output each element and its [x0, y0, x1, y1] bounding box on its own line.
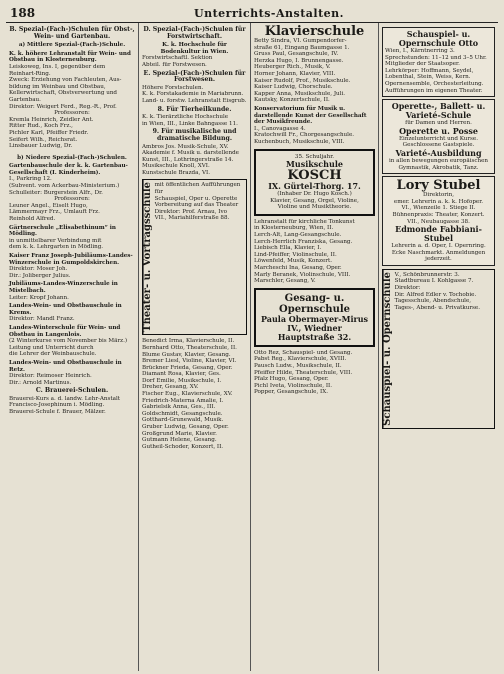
text-line: in allen bewegungen europäischen [389, 157, 488, 164]
text-line: Schauspiel, Oper u. Operette [154, 195, 238, 202]
text-line: Violine und Musiktheorie. [277, 204, 352, 211]
section-heading-e: E. Spezial-(Fach-)Schulen für Forstwesen. [143, 69, 246, 84]
stubel-name: Lory Stubel [396, 178, 481, 194]
school-2-text [9, 176, 135, 222]
text-line: (Subvent. vom Ackerbau-Ministerium.) [9, 183, 120, 190]
text-line: Vorbereitung auf das Theater [154, 202, 239, 209]
text-line: I., Canovagasse 4. [254, 125, 306, 132]
text-line: Kunstschule Brazda, VI. [142, 169, 211, 176]
theater-school-title: Theater- u. Vortragsschule [142, 182, 153, 333]
page-title: Unterrichts-Anstalten. [194, 7, 344, 20]
list-item: Bernhard Otto, Theaterschule, II. [142, 344, 237, 351]
text-line: Geschlossene Gastspiele. [402, 142, 475, 149]
school-1-title: K. k. höhere Lehranstalt für Wein- und Obstbau in Klosterneuburg. [9, 50, 131, 64]
text-line: Tagesschule, Abendschule, [394, 298, 472, 305]
text-line: Brauerei-Kurs a. d. landw. Lehr-Anstalt [9, 395, 121, 402]
text-line: Musikschule Knoll, XVI. [142, 163, 210, 170]
column-4 [378, 23, 498, 671]
list-item: Pfalz Hugo, Gesang, Oper. [254, 376, 329, 383]
text-line: Gartenbau. [9, 96, 41, 103]
text-line: Abteil. für Forstwesen. [142, 61, 207, 68]
subsection-a-title: a) Mittlere Spezial-(Fach-)Schule. [18, 42, 126, 49]
text-line: Klavier, Gesang, Orgel, Violine, [270, 197, 359, 204]
list-item: Gruber Ludwig, Gesang, Oper. [142, 424, 229, 431]
page-header [6, 4, 498, 23]
text-line: (2 Winterkurse vom November bis März.) [9, 338, 128, 345]
list-item: Pausch Ludw., Musikschule, II. [254, 363, 342, 369]
text-line: Dir. Alfred Edler v. Tochobie. [394, 291, 477, 298]
text-line: Direktor: Weigert Ferd., Reg.-R., Prof. [9, 103, 117, 110]
page-number: 188 [10, 6, 36, 20]
text-line: Opernensemble, Orchesterleitung. [385, 80, 484, 87]
section-heading-c: C. Brauerei-Schulen. [35, 387, 109, 395]
schauspiel-opera-ad [382, 269, 495, 429]
school-6-title: Landes-Wein- und Obstbauschule in Krems. [9, 303, 122, 316]
text-line: emer. Lehrerin a. k. k. Hofoper. [393, 198, 484, 205]
school-3-title: Gärtnerschule „Elisabethinum“ in Mödling. [9, 224, 116, 238]
edmonde-name: Edmonde Fabbiani-Stubel [395, 224, 482, 244]
text-line: dem k. k. Lehrgarten in Mödling. [9, 244, 104, 251]
text-line: V., Schönbrunnerstr. 3. [394, 271, 460, 278]
school-8-title: Landes-Wein- und Obstbauschule in Retz. [9, 359, 122, 373]
text-line: in Wien, III., Linke Bahngasse 11. [142, 120, 238, 127]
subsection-title: K. k. Hochschule für Bodenkultur in Wien. [160, 42, 229, 55]
list-item: Benedict Irma, Klavierschule, II. [142, 338, 235, 345]
text-line: Mitglieder der Staatsoper. [385, 61, 460, 68]
section-heading-d: D. Spezial-(Fach-)Schulen für Forstwirtschaft. [143, 26, 246, 40]
text-line: in unmittelbarer Verbindung mit [9, 237, 102, 244]
kosch-sub: Musikschule [286, 159, 343, 170]
text-line: Kunst, III., Lothringerstraße 14. [142, 156, 234, 163]
list-item: Popper, Gesangschule, IX. [254, 389, 328, 396]
text-line: Stadtbureau I. Kohlgasse 7. [394, 278, 474, 285]
list-item: Dorf Emilie, Musikschule, I. [142, 377, 222, 384]
subsection-b-title: b) Niedere Spezial-(Fach-)Schulen. [17, 154, 127, 161]
text-line: Betty Sindra, VI. Gumpendorfer- [254, 38, 347, 44]
text-line: Tages-, Abend- u. Privatkurse. [394, 304, 480, 311]
list-item: Marly Beranek, Violinschule, VIII. [254, 271, 351, 278]
text-line: VII., Neubaugasse 38. [407, 218, 470, 225]
text-line: VI., Wienzeile 1. Stiege II. [401, 205, 476, 212]
stubel-ad [382, 176, 495, 266]
text-line: Heuberger Rich., Musik, V. [254, 64, 331, 71]
operetta-ad [382, 99, 495, 174]
list-item: Lehranstalt für kirchliche Tonkunst [254, 218, 355, 225]
list-item: Marschler, Gesang, V. [254, 278, 316, 285]
text-line: Ritter Rud., Koch Frz., [9, 123, 73, 130]
text-line: Kautsky, Konzertschule, II. [254, 97, 330, 104]
list-item: Lerch-Herrlich Franziska, Gesang. [254, 238, 353, 245]
school-4-title: Kaiser Franz Joseph-Jubiläums-Landes-Winzerschule in Gumpoldskirchen. [9, 253, 133, 266]
text-line: Zweck: Erziehung von Fachleuten, Aus- [9, 77, 122, 84]
text-line: bildung im Weinbau und Obstbau, [9, 83, 106, 90]
list-item: Lind-Pfeiffer, Violinschule, II. [254, 251, 337, 258]
list-item: Gabrielsik Anna, Ges., III. [142, 404, 216, 411]
list-item: Diamant Rosa, Klavier, Ges. [142, 371, 221, 378]
text-line: Ambros Jos. Musik-Schule, XV. [142, 143, 229, 150]
text-line: Lehrkörper: Hoffmann, Seydel, [385, 67, 474, 74]
text-line: mit öffentlichen Aufführungen für [154, 182, 241, 196]
text-line: Seifert Wilh., Reichsrat. [9, 136, 78, 143]
list-item: in Klosterneuburg, Wien, II. [254, 225, 334, 232]
text-line: Reinhold Alfred. [9, 216, 56, 223]
list-item: Otto Rez, Schauspiel- und Gesang. [254, 349, 353, 356]
text-line: Leitung und Unterricht durch [9, 344, 94, 351]
text-line: jederzeit. [425, 256, 452, 263]
text-line: Sprechstunden: 11–12 und 3–5 Uhr. [385, 54, 487, 61]
kosch-ad [254, 149, 375, 216]
text-line: K. k. Forstakademie in Mariabrunn. [142, 91, 244, 98]
list-item: Marcheschi Ina, Gesang, Oper. [254, 265, 342, 272]
text-line: Herzka Hugo, I. Brunnengasse. [254, 57, 344, 64]
text-line: Kratochwill Fr., Chorgesangschule. [254, 132, 355, 139]
opera-school-address: IV., Wiedner Hauptstraße 32. [277, 322, 352, 342]
text-line: Dir.: Arnold Martinus. [9, 379, 72, 386]
text-line: Gymnastik, Akrobatik, Tanz. [398, 164, 479, 171]
list-item: Blume Gustav, Klavier, Gesang. [142, 351, 231, 358]
text-line: Lehrerin a. d. Oper, I. Opernring. [391, 243, 486, 250]
list-item: Fischer Eug., Klavierschule, XV. [142, 391, 233, 398]
text-line: Direktorin, [422, 192, 455, 199]
text-line: Kuchenbuch, Musikschule, VIII. [254, 138, 345, 145]
text-line: Gruss Paul, Gesangschule, IV. [254, 51, 339, 58]
column-2 [138, 23, 250, 671]
list-item: Brückner Frieda, Gesang, Oper. [142, 364, 233, 371]
list-item: Goldschmidt, Gesangschule. [142, 410, 223, 417]
text-line: Kaiser Ludwig, Chorschule. [254, 84, 333, 91]
list-item: Gutheil-Schoder, Konzert, II. [142, 443, 224, 450]
text-line: Direktor: [394, 285, 421, 292]
text-line: I., Parkring 12. [9, 176, 52, 183]
text-line: Francisco-Josephinum i. Mödling. [9, 402, 105, 409]
text-line: Professoren: [54, 110, 90, 117]
section-heading-8: 8. Für Tierheilkunde. [157, 105, 232, 113]
kosch-address: IX. Gürtel-Thorg. 17. [268, 181, 361, 192]
text-line: Forstwirtschaftl. Sektion [142, 55, 213, 62]
schauspiel-opera-title: Schauspiel- u. Opernschule [382, 271, 393, 426]
text-line: Reinhart-Ring. [9, 70, 51, 77]
text-line: Linsbauer Ludwig, Dr. [9, 143, 73, 150]
text-line: Höhere Forstschulen. [142, 84, 204, 91]
schauspiel-otto-ad [382, 27, 495, 97]
list-item: Pichl Iveta, Violinschule, II. [254, 382, 333, 389]
text-line: Einzelunterricht und Kurse. [398, 135, 479, 142]
text-line: Kapper Anna, Musikschule, Juli. [254, 90, 346, 97]
text-line: K. k. Tierärztliche Hochschule [142, 114, 229, 121]
column-3 [250, 23, 378, 671]
text-line: Pichler Karl, Pfeiffer Friedr. [9, 129, 89, 136]
text-line: Kremla Heinrich, Zeidler Ant. [9, 116, 94, 123]
kosch-director: (Inhaber Dr. Hugo Kosch.) [277, 191, 352, 198]
list-item: Dreher, Gesang, XV. [142, 384, 199, 391]
text-line: Leuner Angel., Eiselt Hugo, [9, 202, 88, 209]
text-line: Lobenthal, Stein, Weiss, Kern. [385, 74, 471, 81]
opera-school-ad [254, 288, 375, 347]
variete-title: Varieté-Ausbildung [395, 147, 482, 158]
text-line: die Lehrer der Weinbauschule. [9, 351, 97, 358]
text-line: Dir.: Joliberger Julius. [9, 272, 71, 279]
text-line: Direktor: Reimoser Heinrich. [9, 373, 92, 380]
text-line: Ecke Naschmarkt. Anmeldungen [391, 249, 486, 256]
section-heading-9: 9. Für musikalische und dramatische Bildung. [152, 128, 237, 142]
list-item: Friedrich-Materna Amalie, I. [142, 397, 224, 404]
text-line: Brauerei-Schule f. Brauer, Mälzer. [9, 409, 106, 416]
operetta-title: Operette-, Ballett- u. Varieté-Schule [391, 101, 486, 121]
konservatorium-title: Konservatorium für Musik u. darstellende Kunst der Gesellschaft der Musikfreunde. [254, 105, 367, 126]
list-item: Großgrund Marie, Klavier. [142, 430, 217, 437]
operetta-topic: Operette u. Posse [399, 125, 478, 136]
text-line: Professoren: [54, 196, 90, 203]
list-item: Pfeiffer Hilde, Theaterschule, VIII. [254, 369, 353, 376]
text-line: straße 61, Eingang Baumgasse 1. [254, 44, 350, 51]
text-line: Aufführungen im eigenen Theater. [385, 87, 483, 94]
school-5-title: Jubiläums-Landes-Winzerschule in Mistelbach. [9, 281, 118, 294]
opera-school-title: Gesang- u. Opernschule [278, 292, 351, 315]
text-line: Direktor: Prof. Arnau, Ivo [154, 208, 227, 215]
text-line: Leiskoweg, Ins. I, gegenüber dem [9, 63, 106, 70]
text-line: Direktor: Moser Joh. [9, 266, 68, 273]
text-line: Direktor: Mandl Franz. [9, 316, 75, 323]
text-line: Schulleiter: Burgerstein Alfr., Dr. [9, 189, 103, 196]
list-item: Gutmann Helene, Gesang. [142, 437, 217, 444]
school-2-title: Gartenbauschule der k. k. Gartenbau-Gesellschaft (I. Kinderheim). [9, 163, 128, 176]
school-7-title: Landes-Winterschule für Wein- und Obstbau in Langenlois. [9, 324, 121, 338]
klavierschule-title: Klavierschule [264, 24, 365, 39]
listing [142, 338, 247, 450]
section-heading-b: B. Spezial-(Fach-)Schulen für Obst-, Wein- und Gartenbau. [9, 26, 135, 40]
text-line: Leiter: Kropf Johann. [9, 294, 69, 301]
school-1-text [9, 64, 135, 150]
text-line: Bühnenpraxis: Theater, Konzert. [392, 211, 485, 218]
list-item: Lerch-Alt, Lang-Gesangschule. [254, 232, 342, 239]
text-line: Land- u. forstw. Lehranstalt Eisgrub. [142, 97, 247, 104]
text-line: Akademie f. Musik u. darstellende [142, 150, 239, 157]
text-line: Wien, I., Kärntnerring 3. [385, 48, 455, 54]
list-item: Liebisch Ella, Klavier, I. [254, 245, 322, 252]
list-item: Pabst Reg., Klavierschule, XVIII. [254, 356, 347, 363]
text-line: VII., Mariahilferstraße 88. [154, 215, 230, 222]
columns [6, 23, 498, 671]
text-line: Horner Johann, Klavier, VIII. [254, 70, 336, 77]
text-line: Lämmermayr Frz., Umlauft Frz. [9, 209, 100, 216]
operetta-sub: für Damen und Herren. [405, 120, 472, 127]
kosch-tag: 35. Schuljahr. [294, 153, 335, 160]
text-line: Kaiser Rudolf, Prof., Musikschule. [254, 77, 351, 84]
list-item: Gotthard-Grunewald, Musik. [142, 417, 224, 424]
column-1 [6, 23, 138, 671]
theater-school-ad [142, 179, 247, 335]
ad-title: Schauspiel- u. Opernschule Otto [398, 29, 479, 48]
kosch-name: KOSCH [287, 168, 342, 184]
opera-school-name: Paula Obermayer-Mirus [260, 313, 369, 324]
list-item: Löwenfeld, Musik, Konzert. [254, 258, 332, 265]
text-line: Kellerwirtschaft, Obstverwertung und [9, 90, 118, 97]
list-item: Bremer Liesl, Violine, Klavier, VI. [142, 358, 237, 365]
